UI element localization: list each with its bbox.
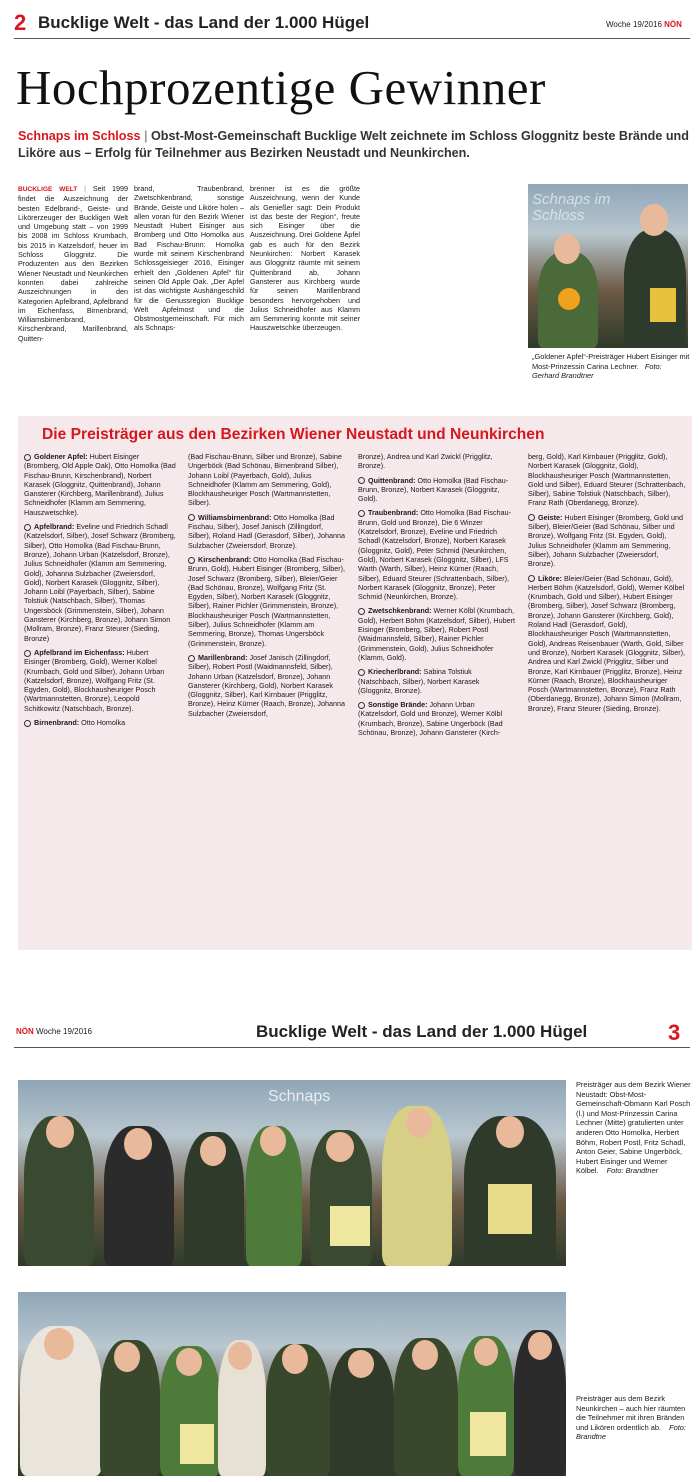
page-2 — [0, 1020, 700, 1482]
winner-entry — [358, 667, 516, 695]
winner-category: Quittenbrand: — [368, 475, 418, 485]
photo-caption-text: „Goldener Apfel“-Preisträger Hubert Eisinger mit Most-Prinzessin Carina Lechner. — [532, 352, 690, 371]
page2-header-rule — [14, 1047, 690, 1048]
body-text-1: Seit 1999 findet die Auszeichnung der besten Edelbrand-, Geiste- und Likörerzeuger der Buckligen Welt und Umgebung statt – von 1999 bis 2008 im Schloss Krumbach, bis 2015 in Katzelsdorf, heuer im Schloss Gloggnitz. Die Produzenten aus den Bezirken Wiener Neustadt und Neunkirchen konnten dabei zahlreiche Auszeichnungen in den Kategorien Apfelbrand, Apfelbrand im Eichenfass, Birnenbrand, Williamsbirnenbrand, Kirschenbrand, Marillenbrand, Quitten- — [18, 184, 129, 343]
subheadline: Schnaps im Schloss | Obst-Most-Gemeinschaft Bucklige Welt zeichnete im Schloss Gloggnitz beste Brände und Liköre aus – Erfolg für Teilnehmer aus Bezirken Neustadt und Neunkirchen. — [18, 129, 689, 160]
bullet-icon — [188, 655, 195, 662]
winner-category: Liköre: — [538, 573, 564, 583]
winner-entry — [24, 718, 176, 727]
winner-entry — [24, 522, 176, 643]
winner-entry — [358, 606, 516, 662]
body-text-3: brenner ist es die größte Auszeichnung, wenn der Kunde als Genießer sagt: Dein Produkt ist das beste der Region“, freute sich Eisinger über die Auszeichnung. Drei Goldene Äpfel gab es auch für den Bezirk Neunkirchen: Norbert Karasek aus Gloggnitz räumte mit seinem Quittenbrand ab, Johann Gansterer aus Kirchberg wurde für seinen Marillenbrand besonders hervorgehoben und Julius Schneidhofer aus Klamm am Semmering konnte mit seiner Hauszwetschke überzeugen. — [250, 184, 360, 333]
winner-text: Hubert Eisinger (Bromberg, Gold), Werner Kölbel (Krumbach, Gold und Silber), Johann Urban (Katzelsdorf, Bronze), Wolfgang Fritz (St. Egyden, Gold), Blockhausheuriger Posch (Wartmannstetten, Bronze), Leopold Schitkowitz (Natschbach, Bronze). — [24, 647, 165, 713]
winner-text: Otto Homolka (Bad Fischau-Brunn, Gold), Hubert Eisinger (Bromberg, Silber), Josef Schwarz (Bromberg, Silber), Bleier/Geier (Bad Schönau, Bronze), Wolfgang Fritz (St. Egyden, Silber), Norbert Karasek (Gloggnitz, Silber), Rainer Pichler (Grimmenstein, Bronze), Blockhausheuriger Posch (Wartmannstetten, Silber), Julius Schneidhofer (Klamm am Semmering, Bronze), Thomas Ungersböck (Grimmenstein, Bronze). — [188, 554, 345, 648]
winner-text: Josef Janisch (Zillingdorf, Silber), Robert Postl (Waidmannsfeld, Silber), Johann Urban (Katzelsdorf, Bronze), Johann Gansterer (Kirchberg, Gold), Norbert Karasek (Gloggnitz, Silber), Karl Kirnbauer (Prigglitz, Bronze), Heinz Kürner (Raach, Bronze), Johanna Sulzbacher (Zweiersdorf, — [188, 652, 346, 718]
winner-text: Bleier/Geier (Bad Schönau, Gold), Herbert Böhm (Katzelsdorf, Gold), Werner Kölbel (Krumbach, Gold und Silber), Hubert Eisinger (Bromberg, Silber), Josef Schwarz (Bromberg, Bronze), Johann Gansterer (Kirchberg, Gold), Roland Hadl (Gerasdorf, Gold), Blockhausheuriger Posch (Wartmannstetten, Gold), Andreas Reisenbauer (Warth, Gold, Silber und Bronze), Norbert Karasek (Gloggnitz, Silber), Andrea und Karl Zwickl (Prigglitz, Silber und Bronze, Karl Kirnbauer (Prigglitz, Bronze), Heinz Kürner (Raach, Bronze), Blockhausheuriger Posch (Wartmannstetten, Bronze), Franz Rath (Oberdanegg, Bronze), Johann Simon (Mollram, Bronze), Franz Steurer (Sieding, Bronze). — [528, 573, 685, 713]
group-photo-wiener-neustadt — [18, 1080, 566, 1266]
page2-page-number: 3 — [668, 1020, 681, 1045]
bullet-icon — [24, 524, 31, 531]
header-rule — [14, 38, 690, 39]
bullet-icon — [188, 514, 195, 521]
winner-category: Williamsbirnenbrand: — [198, 512, 274, 522]
winner-entry — [188, 653, 346, 718]
winner-text: Otto Homolka (Bad Fischau-Brunn, Gold und Bronze), Die 6 Winzer (Katzelsdorf, Bronze), Eveline und Friedrich Schadl (Katzelsdorf, Bronze), Norbert Karasek (Gloggnitz, Gold), Peter Schmid (Neunkirchen, Gold), Norbert Karasek (Gloggnitz, Silber), LFS Warth (Warth, Silber), Heinz Kürner (Raach, Silber), Eduard Steurer (Schrattenbach, Silber), Norbert Karasek (Gloggnitz, Bronze), Peter Schmid (Neunkirchen, Bronze). — [358, 508, 511, 602]
winner-category: Traubenbrand: — [368, 508, 421, 518]
winners-box-title: Die Preisträger aus den Bezirken Wiener Neustadt und Neunkirchen — [42, 426, 545, 443]
winner-entry — [358, 508, 516, 601]
photo1-caption — [576, 1080, 692, 1176]
winner-entry — [358, 700, 516, 737]
winner-text: berg, Gold), Karl Kirnbauer (Prigglitz, Gold), Norbert Karasek (Gloggnitz, Gold), Blockhausheuriger Posch (Wartmannstetten, Gold und Silber), Eduard Steurer (Schrattenbach, Silber), Sabine Tolstiuk (Natschbach, Silber), Franz Rath (Oberdanegg, Bronze). — [528, 452, 686, 508]
photo2-credit: Foto: Brandtne — [576, 1422, 686, 1442]
bullet-icon — [358, 702, 365, 709]
winner-entry — [188, 513, 346, 550]
winner-category: Goldener Apfel: — [34, 452, 90, 461]
issue-text: Woche 19/2016 — [606, 20, 662, 29]
winner-entry — [358, 476, 516, 504]
winner-entry — [358, 452, 516, 471]
bullet-icon — [528, 514, 535, 521]
page2-issue-text: Woche 19/2016 — [36, 1027, 92, 1036]
winner-category: Marillenbrand: — [198, 652, 250, 662]
winner-entry — [24, 648, 176, 713]
winner-entry — [188, 555, 346, 648]
headline: Hochprozentige Gewinner — [16, 60, 546, 115]
bullet-icon — [358, 477, 365, 484]
brand-logo: NÖN — [664, 20, 682, 29]
winner-category: Apfelbrand im Eichenfass: — [34, 647, 127, 657]
winner-category: Zwetschkenbrand: — [368, 606, 434, 616]
page2-brand: NÖN — [16, 1027, 34, 1036]
photo-sign: Schnaps im Schloss — [532, 191, 611, 224]
winner-category: Kirschenbrand: — [198, 554, 254, 564]
winner-text: Sabina Tolstiuk (Natschbach, Silber), Norbert Karasek (Gloggnitz, Bronze). — [358, 667, 480, 695]
bullet-icon — [24, 454, 31, 461]
section-title: Bucklige Welt - das Land der 1.000 Hügel — [38, 13, 370, 32]
photo1-caption-text: Preisträger aus dem Bezirk Wiener Neustadt: Obst-Most-Gemeinschaft-Obmann Karl Posch (l.) und Most-Prinzessin Carina Lechner (Mitte) gratulierten unter anderen Otto Homolka, Herbert Böhm, Robert Postl, Fritz Schadl, Anton Geier, Sabine Ungerböck, Hubert Eisinger und Werner Kölbel. — [576, 1080, 691, 1176]
winners-column-1 — [24, 452, 176, 732]
winners-column-2 — [188, 452, 346, 723]
winner-text: Werner Kölbl (Krumbach, Gold), Herbert Böhm (Katzelsdorf, Silber), Hubert Eisinger (Bromberg, Silber), Robert Postl (Waidmannsfeld, Silber), Rainer Pichler (Grimmenstein, Gold), Julius Schneidhofer (Klamm, Gold). — [358, 606, 515, 662]
winner-entry — [528, 513, 686, 569]
winner-category: Geiste: — [538, 512, 565, 522]
winners-box — [18, 416, 692, 950]
winner-entry — [188, 452, 346, 508]
winner-text: Otto Homolka — [81, 718, 126, 728]
bullet-icon — [528, 575, 535, 582]
winner-text: (Bad Fischau-Brunn, Silber und Bronze), Sabine Ungerböck (Bad Schönau, Birnenbrand Silber), Johann Loibl (Payerbach, Gold), Julius Schneidhofer (Klamm am Semmering, Gold), Blockhausheuriger Posch (Wartmannstetten, Silber). — [188, 452, 342, 508]
bullet-icon — [358, 669, 365, 676]
issue-label — [606, 20, 682, 29]
page-number: 2 — [14, 10, 27, 35]
bullet-icon — [24, 650, 31, 657]
photo2-caption — [576, 1394, 692, 1442]
kicker: Schnaps im Schloss — [18, 129, 141, 143]
winner-entry — [528, 574, 686, 713]
winner-category: Apfelbrand: — [34, 522, 77, 532]
winner-photo — [528, 184, 688, 348]
group-photo-neunkirchen — [18, 1292, 566, 1476]
photo1-sign: Schnaps — [268, 1088, 331, 1105]
winner-category: Sonstige Brände: — [368, 700, 430, 710]
body-text-2: brand, Traubenbrand, Zwetschkenbrand, sonstige Brände, Geiste und Liköre holen – allen voran für den Bezirk Wiener Neustadt Hubert Eisinger aus Bromberg und Otto Homolka aus Bad Fischau-Brunn: Homolka wurde mit seinem Kirschenbrand Schlossgeisieger 2016, Eisinger erhielt den „Goldenen Apfel“ für seinen Old Apple Oak. „Der Apfel ist das wichtigste Aushängeschild für die Genussregion Bucklige Welt Apfelmost und die Obstmostgemeinschaft. Für mich als Schnaps- — [134, 184, 244, 333]
body-column-3 — [250, 184, 360, 333]
page2-section-title: Bucklige Welt - das Land der 1.000 Hügel — [256, 1022, 588, 1041]
winners-column-3 — [358, 452, 516, 742]
winner-text: Bronze), Andrea und Karl Zwickl (Prigglitz, Bronze). — [358, 452, 493, 471]
bullet-icon — [358, 608, 365, 615]
page2-issue — [16, 1027, 92, 1036]
winner-category: Birnenbrand: — [34, 718, 82, 728]
photo-credit: Foto: Gerhard Brandtner — [532, 361, 662, 381]
winner-text: Johann Urban (Katzelsdorf, Gold und Bronze), Werner Kölbl (Krumbach, Bronze), Sabine Ungerböck (Bad Schönau, Bronze), Johann Gansterer (Kirch- — [358, 700, 503, 738]
bullet-icon — [188, 557, 195, 564]
winner-text: Otto Homolka (Bad Fischau, Silber), Josef Janisch (Zillingdorf, Silber), Roland Hadl (Gerasdorf, Silber), Johanna Sulzbacher (Zweiersdorf, Bronze). — [188, 512, 346, 550]
winner-category: Kriecherlbrand: — [368, 667, 424, 677]
body-column-1: BUCKLIGE WELT | Seit 1999 findet die Auszeichnung der besten Edelbrand-, Geiste- und Likörerzeuger der Buckligen Welt und Umgebung statt – von 1999 bis 2008 im Schloss Krumbach, bis 2015 in Katzelsdorf, heuer im Schloss Gloggnitz. Die Produzenten aus den Bezirken Wiener Neustadt und Neunkirchen konnten dabei zahlreiche Auszeichnungen in den Kategorien Apfelbrand, Apfelbrand im Eichenfass, Birnenbrand, Williamsbirnenbrand, Kirschenbrand, Marillenbrand, Quitten- — [18, 184, 129, 343]
dateline: BUCKLIGE WELT — [18, 186, 78, 193]
bullet-icon — [24, 720, 31, 727]
photo2-caption-text: Preisträger aus dem Bezirk Neunkirchen – auch hier räumten die Teilnehmer mit ihren Bränden und Likören ordentlich ab. — [576, 1394, 686, 1432]
photo-caption — [532, 352, 690, 381]
winner-text: Hubert Eisinger (Bromberg, Old Apple Oak), Otto Homolka (Bad Fischau-Brunn, Kirschenbrand), Norbert Karasek (Gloggnitz, Quittenbrand), Johann Gansterer (Kirchberg, Marillenbrand), Julius Schneidhofer (Klamm am Semmering, Hauszwetschke). — [24, 452, 176, 517]
subheadline-text: Obst-Most-Gemeinschaft Bucklige Welt zeichnete im Schloss Gloggnitz beste Brände und Liköre aus – Erfolg für Teilnehmer aus Bezirken Neustadt und Neunkirchen. — [18, 129, 689, 160]
winner-text: Hubert Eisinger (Bromberg, Gold und Silber), Bleier/Geier (Bad Schönau, Silber und Bronze), Wolfgang Fritz (St. Egyden, Gold), Julius Schneidhofer (Klamm am Semmering, Silber), Johann Sulzbacher (Zweiersdorf, Bronze). — [528, 512, 684, 569]
bullet-icon — [358, 510, 365, 517]
winner-entry — [24, 452, 176, 517]
body-column-2 — [134, 184, 244, 333]
photo1-credit: Foto: Brandtner — [606, 1166, 659, 1176]
winners-column-4 — [528, 452, 686, 718]
winner-text: Otto Homolka (Bad Fischau-Brunn, Bronze), Norbert Karasek (Gloggnitz, Gold). — [358, 475, 509, 504]
winner-entry — [528, 452, 686, 508]
winner-text: Eveline und Friedrich Schadl (Katzelsdorf, Silber), Josef Schwarz (Bromberg, Silber), Otto Homolka (Bad Fischau-Brunn, Bronze), Johann Urban (Katzelsdorf, Bronze), Julius Schneidhofer (Klamm am Semmering, Gold), Johanna Sulzbacher (Zweiersdorf, Gold), Norbert Karasek (Gloggnitz, Silber), Johann Loibl (Payerbach, Silber), Sabine Tolstiuk (Natschbach, Silber), Thomas Ungersböck (Grimmenstein, Silber), Johann Gansterer (Kirchberg, Bronze), Johann Simon (Mollram, Bronze), Franz Steurer (Sieding, Bronze) — [24, 522, 176, 643]
